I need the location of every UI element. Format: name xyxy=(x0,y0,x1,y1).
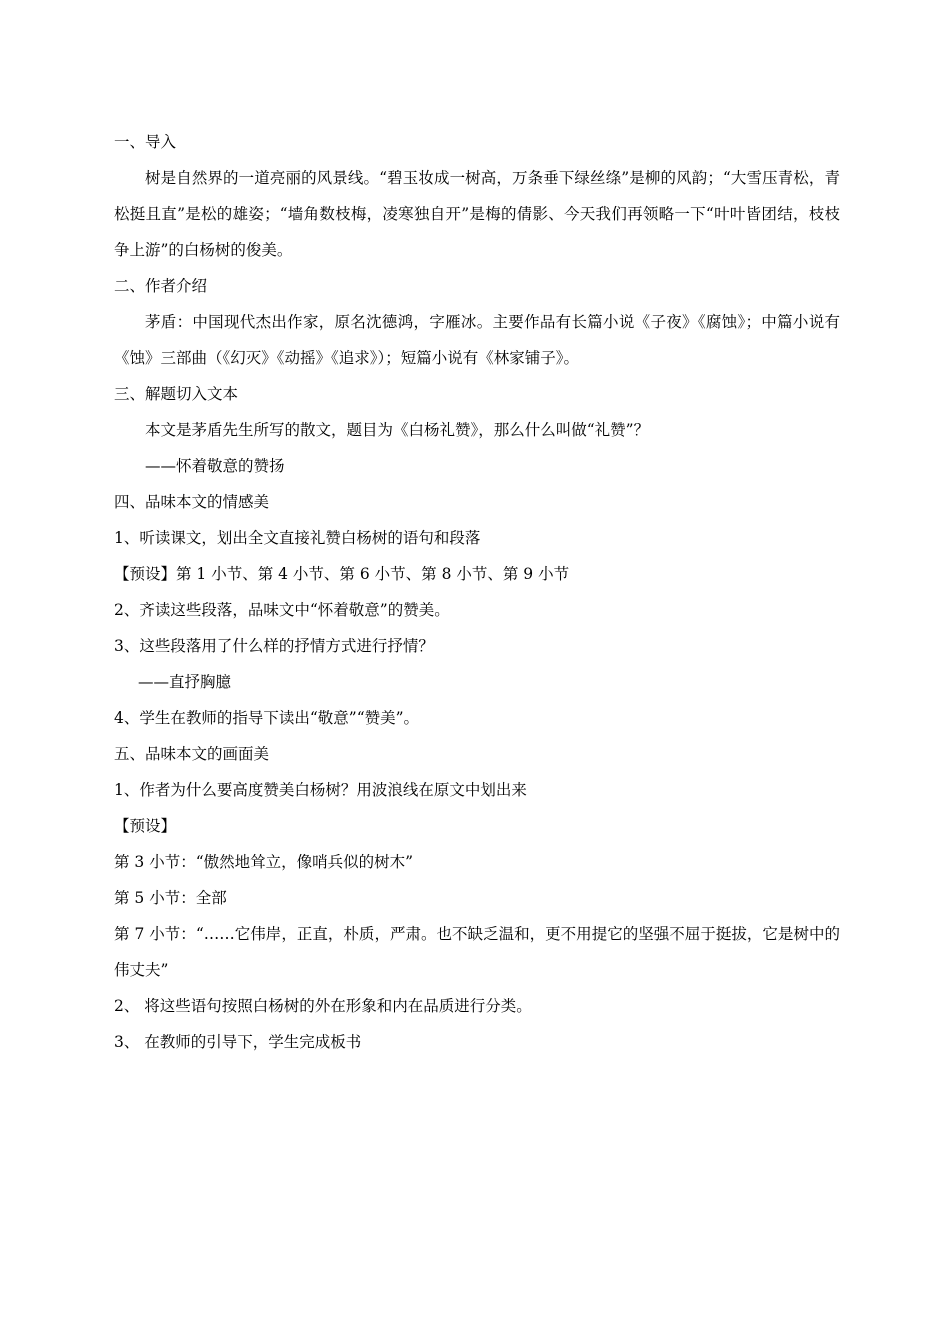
title-question: 本文是茅盾先生所写的散文，题目为《白杨礼赞》，那么什么叫做“礼赞”？ xyxy=(145,421,650,439)
imagery-preset: 【预设】 xyxy=(114,817,177,835)
emotion-preset: 【预设】第 1 小节、第 4 小节、第 6 小节、第 8 小节、第 9 小节 xyxy=(114,565,570,583)
emotion-item-3-answer: ——直抒胸臆 xyxy=(138,673,232,691)
section-heading-emotion: 四、品味本文的情感美 xyxy=(114,493,270,511)
section-heading-title: 三、解题切入文本 xyxy=(114,385,239,403)
document-page xyxy=(114,124,840,1060)
imagery-preset-section-5: 第 5 小节：全部 xyxy=(114,889,227,907)
section-heading-intro: 一、导入 xyxy=(114,133,177,151)
author-paragraph: 茅盾：中国现代杰出作家，原名沈德鸿，字雁冰。主要作品有长篇小说《子夜》《腐蚀》；中篇小说有《蚀》三部曲（《幻灭》《动摇》《追求》）；短篇小说有《林家铺子》。 xyxy=(114,313,840,367)
imagery-preset-section-3: 第 3 小节：“傲然地耸立，像哨兵似的树木” xyxy=(114,853,414,871)
title-answer: ——怀着敬意的赞扬 xyxy=(145,457,285,475)
imagery-item-3: 3、 在教师的引导下，学生完成板书 xyxy=(114,1033,362,1051)
intro-paragraph: 树是自然界的一道亮丽的风景线。“碧玉妆成一树高，万条垂下绿丝绦”是柳的风韵；“大雪压青松，青松挺且直”是松的雄姿；“墙角数枝梅，凌寒独自开”是梅的倩影、今天我们再领略一下“叶叶皆团结，枝枝争上游”的白杨树的俊美。 xyxy=(114,169,840,259)
emotion-item-3: 3、这些段落用了什么样的抒情方式进行抒情？ xyxy=(114,637,434,655)
section-heading-imagery: 五、品味本文的画面美 xyxy=(114,745,270,763)
imagery-item-1: 1、作者为什么要高度赞美白杨树？用波浪线在原文中划出来 xyxy=(114,781,527,799)
section-heading-author: 二、作者介绍 xyxy=(114,277,208,295)
imagery-item-2: 2、 将这些语句按照白杨树的外在形象和内在品质进行分类。 xyxy=(114,997,532,1015)
emotion-item-2: 2、齐读这些段落，品味文中“怀着敬意”的赞美。 xyxy=(114,601,450,619)
imagery-preset-section-7: 第 7 小节：“……它伟岸，正直，朴质，严肃。也不缺乏温和，更不用提它的坚强不屈于挺拔，它是树中的伟丈夫” xyxy=(114,925,840,979)
emotion-item-1: 1、听读课文，划出全文直接礼赞白杨树的语句和段落 xyxy=(114,529,481,547)
emotion-item-4: 4、学生在教师的指导下读出“敬意”“赞美”。 xyxy=(114,709,420,727)
